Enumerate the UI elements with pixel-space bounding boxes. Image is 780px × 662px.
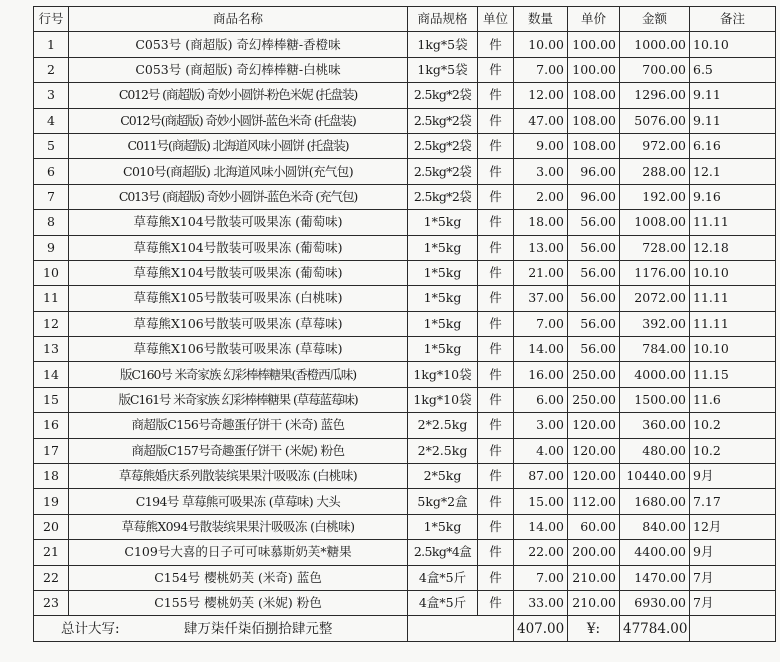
header-row [34, 7, 776, 32]
cell-name: C013号 (商超版) 奇妙小圆饼-蓝色米奇 (充气包) [69, 184, 408, 209]
cell-qty: 7.00 [514, 311, 568, 336]
header-qty: 数量 [514, 7, 568, 32]
total-currency: ¥: [568, 616, 620, 641]
header-note: 备注 [690, 7, 776, 32]
cell-no: 22 [34, 565, 69, 590]
cell-spec: 2*5kg [408, 464, 478, 489]
cell-spec: 1kg*5袋 [408, 57, 478, 82]
cell-note: 12.18 [690, 235, 776, 260]
cell-note: 10.2 [690, 413, 776, 438]
cell-name: 版C161号 米奇家族 幻彩棒棒糖果 (草莓蓝莓味) [69, 387, 408, 412]
cell-name: C010号(商超版) 北海道风味小圆饼(充气包) [69, 159, 408, 184]
cell-qty: 7.00 [514, 565, 568, 590]
cell-unit: 件 [478, 438, 514, 463]
cell-amount: 2072.00 [620, 286, 690, 311]
table-row [34, 565, 776, 590]
cell-name: 草莓熊X104号散装可吸果冻 (葡萄味) [69, 235, 408, 260]
cell-unit: 件 [478, 489, 514, 514]
cell-spec: 1kg*10袋 [408, 362, 478, 387]
cell-unit: 件 [478, 133, 514, 158]
cell-unit: 件 [478, 210, 514, 235]
cell-name: C011号(商超版) 北海道风味小圆饼 (托盘装) [69, 133, 408, 158]
cell-price: 56.00 [568, 235, 620, 260]
table-row [34, 540, 776, 565]
table-row [34, 235, 776, 260]
total-note [690, 616, 776, 641]
cell-no: 13 [34, 337, 69, 362]
cell-amount: 840.00 [620, 514, 690, 539]
total-cell [34, 616, 408, 641]
cell-unit: 件 [478, 514, 514, 539]
cell-note: 9月 [690, 464, 776, 489]
cell-no: 5 [34, 133, 69, 158]
cell-unit: 件 [478, 260, 514, 285]
table-row [34, 337, 776, 362]
cell-no: 16 [34, 413, 69, 438]
table-row [34, 133, 776, 158]
cell-price: 108.00 [568, 83, 620, 108]
cell-unit: 件 [478, 337, 514, 362]
cell-spec: 1*5kg [408, 311, 478, 336]
cell-price: 56.00 [568, 260, 620, 285]
cell-note: 11.11 [690, 286, 776, 311]
cell-no: 11 [34, 286, 69, 311]
total-spacer [408, 616, 514, 641]
header-price: 单价 [568, 7, 620, 32]
cell-name: 商超版C156号奇趣蛋仔饼干 (米奇) 蓝色 [69, 413, 408, 438]
cell-spec: 4盒*5斤 [408, 565, 478, 590]
cell-spec: 1kg*5袋 [408, 32, 478, 57]
table-row [34, 311, 776, 336]
cell-qty: 9.00 [514, 133, 568, 158]
cell-amount: 360.00 [620, 413, 690, 438]
cell-unit: 件 [478, 184, 514, 209]
cell-spec: 2.5kg*4盒 [408, 540, 478, 565]
cell-name: C053号 (商超版) 奇幻棒棒糖-白桃味 [69, 57, 408, 82]
cell-price: 112.00 [568, 489, 620, 514]
cell-name: C155号 樱桃奶芙 (米妮) 粉色 [69, 590, 408, 615]
cell-amount: 5076.00 [620, 108, 690, 133]
cell-price: 210.00 [568, 565, 620, 590]
cell-no: 2 [34, 57, 69, 82]
cell-price: 250.00 [568, 387, 620, 412]
cell-unit: 件 [478, 387, 514, 412]
cell-amount: 972.00 [620, 133, 690, 158]
cell-price: 120.00 [568, 438, 620, 463]
cell-name: 草莓熊X106号散装可吸果冻 (草莓味) [69, 311, 408, 336]
cell-no: 21 [34, 540, 69, 565]
cell-qty: 87.00 [514, 464, 568, 489]
cell-name: 草莓熊婚庆系列散装缤果果汁吸吸冻 (白桃味) [69, 464, 408, 489]
cell-no: 9 [34, 235, 69, 260]
table-row [34, 286, 776, 311]
cell-name: C194号 草莓熊可吸果冻 (草莓味) 大头 [69, 489, 408, 514]
cell-note: 6.16 [690, 133, 776, 158]
cell-unit: 件 [478, 362, 514, 387]
cell-unit: 件 [478, 311, 514, 336]
table-row [34, 159, 776, 184]
cell-unit: 件 [478, 32, 514, 57]
total-row [34, 616, 776, 641]
cell-price: 56.00 [568, 337, 620, 362]
table-row [34, 57, 776, 82]
cell-note: 12.1 [690, 159, 776, 184]
cell-amount: 1176.00 [620, 260, 690, 285]
cell-note: 11.6 [690, 387, 776, 412]
cell-name: C012号(商超版) 奇妙小圆饼-蓝色米奇 (托盘装) [69, 108, 408, 133]
table-row [34, 108, 776, 133]
cell-spec: 2.5kg*2袋 [408, 108, 478, 133]
cell-price: 108.00 [568, 133, 620, 158]
cell-amount: 1500.00 [620, 387, 690, 412]
cell-qty: 21.00 [514, 260, 568, 285]
cell-unit: 件 [478, 286, 514, 311]
cell-no: 18 [34, 464, 69, 489]
cell-amount: 4400.00 [620, 540, 690, 565]
cell-price: 100.00 [568, 57, 620, 82]
cell-unit: 件 [478, 540, 514, 565]
cell-no: 6 [34, 159, 69, 184]
cell-qty: 15.00 [514, 489, 568, 514]
table-row [34, 83, 776, 108]
cell-no: 15 [34, 387, 69, 412]
cell-name: 草莓熊X105号散装可吸果冻 (白桃味) [69, 286, 408, 311]
cell-note: 7月 [690, 565, 776, 590]
cell-spec: 2.5kg*2袋 [408, 83, 478, 108]
cell-unit: 件 [478, 565, 514, 590]
cell-unit: 件 [478, 464, 514, 489]
table-row [34, 362, 776, 387]
cell-unit: 件 [478, 413, 514, 438]
cell-no: 1 [34, 32, 69, 57]
cell-note: 11.11 [690, 210, 776, 235]
cell-amount: 1008.00 [620, 210, 690, 235]
cell-qty: 22.00 [514, 540, 568, 565]
cell-amount: 10440.00 [620, 464, 690, 489]
table-row [34, 260, 776, 285]
cell-spec: 1*5kg [408, 337, 478, 362]
cell-price: 56.00 [568, 311, 620, 336]
cell-unit: 件 [478, 108, 514, 133]
cell-qty: 7.00 [514, 57, 568, 82]
cell-amount: 4000.00 [620, 362, 690, 387]
table-row [34, 184, 776, 209]
table-row [34, 438, 776, 463]
cell-qty: 16.00 [514, 362, 568, 387]
cell-spec: 1*5kg [408, 260, 478, 285]
total-label: 总计大写: [61, 620, 120, 637]
cell-no: 10 [34, 260, 69, 285]
cell-unit: 件 [478, 235, 514, 260]
cell-no: 20 [34, 514, 69, 539]
total-qty: 407.00 [514, 616, 568, 641]
cell-note: 10.10 [690, 337, 776, 362]
cell-note: 11.11 [690, 311, 776, 336]
cell-amount: 6930.00 [620, 590, 690, 615]
cell-name: 草莓熊X106号散装可吸果冻 (草莓味) [69, 337, 408, 362]
header-unit: 单位 [478, 7, 514, 32]
cell-spec: 1*5kg [408, 514, 478, 539]
header-spec: 商品规格 [408, 7, 478, 32]
cell-note: 7月 [690, 590, 776, 615]
cell-spec: 1kg*10袋 [408, 387, 478, 412]
cell-note: 9月 [690, 540, 776, 565]
cell-amount: 1296.00 [620, 83, 690, 108]
cell-amount: 1680.00 [620, 489, 690, 514]
cell-price: 60.00 [568, 514, 620, 539]
cell-qty: 37.00 [514, 286, 568, 311]
cell-price: 120.00 [568, 464, 620, 489]
cell-price: 108.00 [568, 108, 620, 133]
invoice-table [33, 6, 776, 642]
cell-price: 100.00 [568, 32, 620, 57]
cell-qty: 3.00 [514, 159, 568, 184]
cell-amount: 1470.00 [620, 565, 690, 590]
cell-price: 56.00 [568, 286, 620, 311]
cell-qty: 14.00 [514, 337, 568, 362]
cell-qty: 2.00 [514, 184, 568, 209]
cell-note: 10.10 [690, 32, 776, 57]
cell-qty: 47.00 [514, 108, 568, 133]
cell-spec: 2.5kg*2袋 [408, 184, 478, 209]
cell-spec: 1*5kg [408, 235, 478, 260]
cell-name: 草莓熊X094号散装缤果果汁吸吸冻 (白桃味) [69, 514, 408, 539]
cell-name: C109号大喜的日子可可味慕斯奶芙*糖果 [69, 540, 408, 565]
cell-price: 120.00 [568, 413, 620, 438]
cell-qty: 13.00 [514, 235, 568, 260]
cell-amount: 728.00 [620, 235, 690, 260]
cell-no: 12 [34, 311, 69, 336]
cell-spec: 1*5kg [408, 210, 478, 235]
table-row [34, 514, 776, 539]
cell-no: 7 [34, 184, 69, 209]
cell-amount: 392.00 [620, 311, 690, 336]
cell-qty: 10.00 [514, 32, 568, 57]
cell-unit: 件 [478, 83, 514, 108]
cell-spec: 4盒*5斤 [408, 590, 478, 615]
cell-qty: 33.00 [514, 590, 568, 615]
table-row [34, 590, 776, 615]
total-amount-words: 肆万柒仟柒佰捌拾肆元整 [183, 620, 333, 637]
cell-note: 9.16 [690, 184, 776, 209]
cell-unit: 件 [478, 159, 514, 184]
cell-note: 12月 [690, 514, 776, 539]
table-row [34, 32, 776, 57]
cell-spec: 2*2.5kg [408, 438, 478, 463]
header-no: 行号 [34, 7, 69, 32]
cell-name: 版C160号 米奇家族 幻彩棒棒糖果(香橙西瓜味) [69, 362, 408, 387]
cell-amount: 1000.00 [620, 32, 690, 57]
cell-note: 10.2 [690, 438, 776, 463]
table-row [34, 489, 776, 514]
cell-price: 200.00 [568, 540, 620, 565]
cell-note: 10.10 [690, 260, 776, 285]
cell-spec: 2.5kg*2袋 [408, 133, 478, 158]
cell-amount: 192.00 [620, 184, 690, 209]
cell-price: 56.00 [568, 210, 620, 235]
table-body [34, 32, 776, 616]
cell-qty: 6.00 [514, 387, 568, 412]
cell-spec: 2.5kg*2袋 [408, 159, 478, 184]
cell-amount: 480.00 [620, 438, 690, 463]
cell-name: 商超版C157号奇趣蛋仔饼干 (米妮) 粉色 [69, 438, 408, 463]
cell-price: 250.00 [568, 362, 620, 387]
cell-note: 6.5 [690, 57, 776, 82]
cell-name: C053号 (商超版) 奇幻棒棒糖-香橙味 [69, 32, 408, 57]
table-row [34, 413, 776, 438]
cell-no: 4 [34, 108, 69, 133]
cell-no: 19 [34, 489, 69, 514]
cell-price: 96.00 [568, 184, 620, 209]
header-name: 商品名称 [69, 7, 408, 32]
cell-name: 草莓熊X104号散装可吸果冻 (葡萄味) [69, 210, 408, 235]
table-row [34, 210, 776, 235]
cell-note: 7.17 [690, 489, 776, 514]
cell-note: 9.11 [690, 83, 776, 108]
cell-qty: 14.00 [514, 514, 568, 539]
cell-no: 8 [34, 210, 69, 235]
cell-name: C012号 (商超版) 奇妙小圆饼-粉色米妮 (托盘装) [69, 83, 408, 108]
cell-qty: 4.00 [514, 438, 568, 463]
cell-spec: 1*5kg [408, 286, 478, 311]
cell-amount: 784.00 [620, 337, 690, 362]
cell-name: C154号 樱桃奶芙 (米奇) 蓝色 [69, 565, 408, 590]
cell-unit: 件 [478, 590, 514, 615]
cell-note: 11.15 [690, 362, 776, 387]
cell-qty: 18.00 [514, 210, 568, 235]
cell-unit: 件 [478, 57, 514, 82]
cell-spec: 5kg*2盒 [408, 489, 478, 514]
cell-qty: 3.00 [514, 413, 568, 438]
cell-amount: 288.00 [620, 159, 690, 184]
cell-price: 96.00 [568, 159, 620, 184]
cell-name: 草莓熊X104号散装可吸果冻 (葡萄味) [69, 260, 408, 285]
cell-spec: 2*2.5kg [408, 413, 478, 438]
cell-no: 23 [34, 590, 69, 615]
cell-qty: 12.00 [514, 83, 568, 108]
cell-note: 9.11 [690, 108, 776, 133]
cell-amount: 700.00 [620, 57, 690, 82]
cell-price: 210.00 [568, 590, 620, 615]
table-row [34, 387, 776, 412]
cell-no: 14 [34, 362, 69, 387]
table-row [34, 464, 776, 489]
total-amount: 47784.00 [620, 616, 690, 641]
header-amount: 金额 [620, 7, 690, 32]
cell-no: 17 [34, 438, 69, 463]
cell-no: 3 [34, 83, 69, 108]
